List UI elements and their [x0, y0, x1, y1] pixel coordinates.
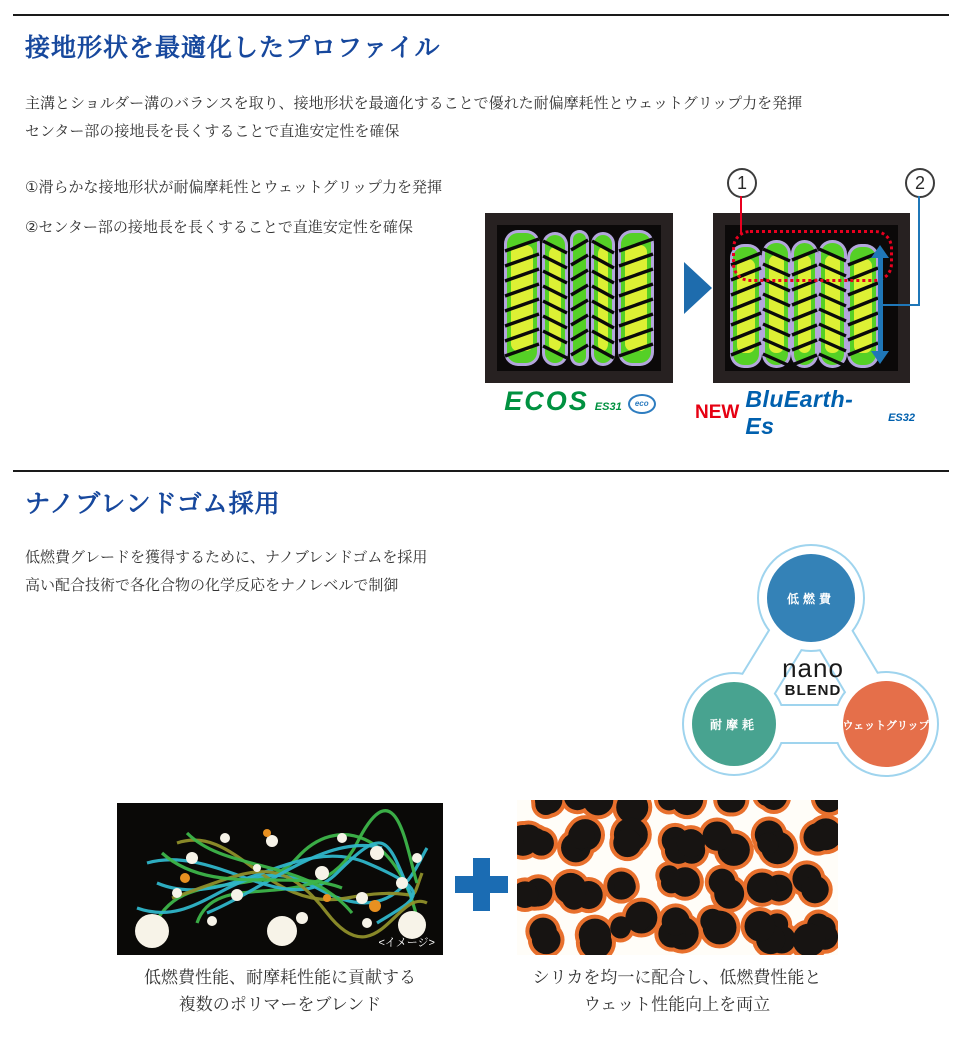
callout-1-connector-line — [740, 196, 742, 234]
polymer-caption-line2: 複数のポリマーをブレンド — [178, 995, 382, 1014]
image-disclaimer-note: <イメージ> — [378, 937, 435, 949]
section-divider-middle — [13, 470, 949, 472]
ecos-contact-patch-image — [485, 213, 673, 383]
svg-text:低燃費: 低燃費 — [786, 592, 836, 606]
polymer-blend-image — [117, 803, 443, 955]
silica-caption — [512, 964, 842, 1018]
bluearth-wordmark: BluEarth-Es — [745, 386, 854, 439]
section2-paragraph-line2: 高い配合技術で各化合物の化学反応をナノレベルで制御 — [25, 577, 399, 594]
bluearth-model-code: ES32 — [888, 411, 915, 424]
section1-point-2: ②センター部の接地長を長くすることで直進安定性を確保 — [25, 219, 413, 236]
silica-caption-line1: シリカを均一に配合し、低燃費性能と — [532, 968, 822, 987]
silica-caption-line2: ウェット性能向上を両立 — [583, 995, 771, 1014]
ecos-logo — [485, 386, 675, 417]
bluearth-logo — [695, 386, 915, 440]
svg-text:BLEND: BLEND — [784, 682, 842, 699]
callout-2-number: 2 — [914, 172, 925, 193]
callout-1-badge — [727, 168, 757, 198]
contact-length-arrow-down — [871, 351, 889, 364]
plus-icon — [473, 858, 490, 911]
section1-paragraph — [25, 90, 945, 146]
eco-mark-icon: eco — [628, 394, 656, 414]
ecos-wordmark: ECOS — [504, 386, 589, 416]
section2-paragraph — [25, 544, 645, 600]
section1-title: 接地形状を最適化したプロファイル — [25, 34, 441, 62]
section2-title: ナノブレンドゴム採用 — [25, 490, 281, 518]
svg-text:nano: nano — [782, 653, 844, 683]
new-label: NEW — [695, 402, 740, 423]
svg-text:ウェットグリップ: ウェットグリップ — [842, 720, 930, 732]
contact-length-arrow-shaft — [878, 256, 883, 353]
section-divider-top — [13, 14, 949, 16]
shoulder-highlight-dotted-box — [732, 230, 893, 282]
callout-2-badge — [905, 168, 935, 198]
section1-point-1: ①滑らかな接地形状が耐偏摩耗性とウェットグリップ力を発揮 — [25, 179, 442, 196]
comparison-arrow-icon — [684, 262, 712, 314]
silica-dispersion-image — [517, 800, 838, 955]
section1-paragraph-line1: 主溝とショルダー溝のバランスを取り、接地形状を最適化することで優れた耐偏摩耗性とウェットグリップ力を発揮 — [25, 95, 803, 112]
polymer-caption — [117, 964, 443, 1018]
callout-1-number: 1 — [736, 172, 747, 193]
callout-2-connector-hline — [883, 304, 920, 306]
section2-paragraph-line1: 低燃費グレードを獲得するために、ナノブレンドゴムを採用 — [25, 549, 428, 566]
nano-blend-diagram — [666, 543, 958, 793]
polymer-caption-line1: 低燃費性能、耐摩耗性能に貢献する — [144, 968, 416, 987]
callout-2-connector-vline — [918, 196, 920, 306]
ecos-model-code: ES31 — [594, 400, 622, 413]
svg-text:耐摩耗: 耐摩耗 — [709, 718, 759, 732]
section1-paragraph-line2: センター部の接地長を長くすることで直進安定性を確保 — [25, 123, 400, 140]
